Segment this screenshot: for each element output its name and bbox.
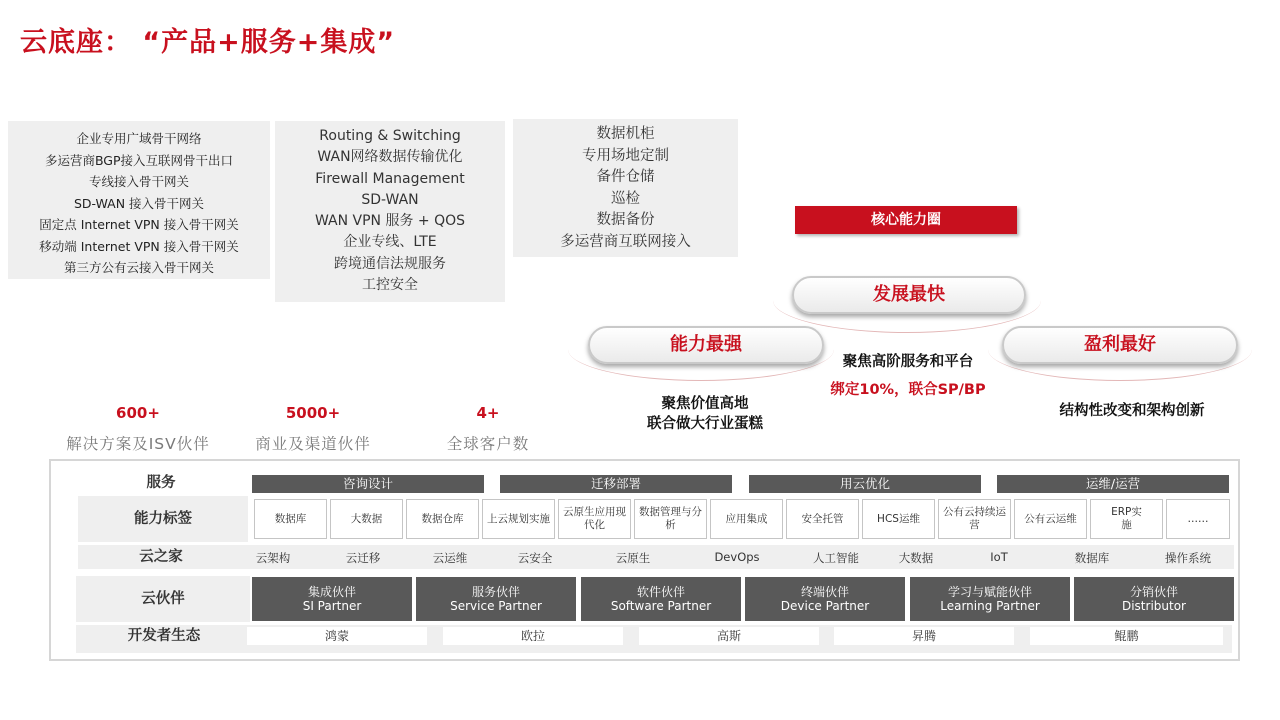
box2-line: Routing & Switching xyxy=(319,128,461,144)
home-item: 云迁移 xyxy=(345,551,381,565)
row-label-home: 云之家 xyxy=(139,549,183,565)
capability-tag: ERP实施 xyxy=(1090,499,1163,539)
partner-name-en: Service Partner xyxy=(450,599,542,613)
partner-block xyxy=(252,577,412,621)
partner-name-cn: 学习与赋能伙伴 xyxy=(947,584,1032,599)
partner-block xyxy=(416,577,576,621)
home-item: 人工智能 xyxy=(813,551,859,565)
service-bar: 咨询设计 xyxy=(252,475,484,493)
stat-value: 5000+ xyxy=(285,404,341,422)
box3-line: 多运营商互联网接入 xyxy=(560,233,691,250)
partner-name-en: SI Partner xyxy=(302,599,362,613)
box2-line: 工控安全 xyxy=(362,277,418,294)
core-capability-label: 核心能力圈 xyxy=(795,206,1017,234)
pill-strongest-capability: 能力最强 xyxy=(588,326,824,364)
dev-item: 昇腾 xyxy=(834,627,1014,645)
capability-tag: 数据库 xyxy=(254,499,327,539)
box2-line: WAN VPN 服务 + QOS xyxy=(314,213,466,230)
caption-center-sub: 绑定10%，联合SP/BP xyxy=(830,382,986,398)
wan-backbone-box xyxy=(8,121,270,279)
stat-label: 解决方案及ISV伙伴 xyxy=(66,435,210,453)
home-item: 数据库 xyxy=(1074,551,1110,565)
box1-line: 企业专用广域骨干网络 xyxy=(76,131,202,146)
box2-line: 跨境通信法规服务 xyxy=(334,255,446,272)
service-bar: 运维/运营 xyxy=(997,475,1229,493)
pill-fastest-growth: 发展最快 xyxy=(792,276,1026,314)
caption-left xyxy=(605,394,805,434)
box2-line: SD-WAN xyxy=(361,191,419,208)
home-item: 云安全 xyxy=(517,551,553,565)
partner-name-en: Device Partner xyxy=(780,599,870,613)
box3-line: 专用场地定制 xyxy=(582,147,669,164)
capability-tag: HCS运维 xyxy=(862,499,935,539)
partner-name-en: Learning Partner xyxy=(940,599,1040,613)
row-label-capability: 能力标签 xyxy=(78,496,248,542)
partner-name-en: Software Partner xyxy=(610,599,712,613)
dev-item: 高斯 xyxy=(639,627,819,645)
capability-tag: 云原生应用现代化 xyxy=(558,499,631,539)
capability-tag: 数据管理与分析 xyxy=(634,499,707,539)
capability-tag: 公有云运维 xyxy=(1014,499,1087,539)
partner-name-cn: 服务伙伴 xyxy=(471,584,520,599)
partner-name-cn: 终端伙伴 xyxy=(800,584,849,599)
capability-tag: …… xyxy=(1166,499,1230,539)
home-item: 云运维 xyxy=(432,551,468,565)
partner-block xyxy=(910,577,1070,621)
box1-line: 专线接入骨干网关 xyxy=(88,174,189,189)
home-item: 云架构 xyxy=(255,551,291,565)
capability-tag: 公有云持续运营 xyxy=(938,499,1011,539)
partner-name-en: Distributor xyxy=(1121,599,1186,613)
partner-name-cn: 集成伙伴 xyxy=(307,584,356,599)
pill-best-profit: 盈利最好 xyxy=(1002,326,1238,364)
capability-tag: 大数据 xyxy=(330,499,403,539)
caption-left-line: 联合做大行业蛋糕 xyxy=(647,416,763,432)
row-label-partner: 云伙伴 xyxy=(76,576,250,622)
box1-line: 多运营商BGP接入互联网骨干出口 xyxy=(44,152,234,168)
stat-value: 4+ xyxy=(476,404,500,422)
box3-line: 数据备份 xyxy=(596,212,655,228)
caption-left-line: 聚焦价值高地 xyxy=(661,396,749,412)
home-item: 操作系统 xyxy=(1165,551,1211,565)
box2-line: 企业专线、LTE xyxy=(343,234,437,251)
network-services-box xyxy=(275,121,505,302)
stat-value: 600+ xyxy=(116,404,160,422)
box1-line: SD-WAN 接入骨干网关 xyxy=(73,195,205,211)
datacenter-box xyxy=(513,119,738,257)
box2-line: WAN网络数据传输优化 xyxy=(317,149,463,166)
box3-line: 数据机柜 xyxy=(596,126,655,142)
box1-line: 固定点 Internet VPN 接入骨干网关 xyxy=(39,217,239,232)
partner-name-cn: 软件伙伴 xyxy=(636,584,685,599)
box1-line: 第三方公有云接入骨干网关 xyxy=(63,260,214,275)
capability-tag: 数据仓库 xyxy=(406,499,479,539)
box3-line: 巡检 xyxy=(611,190,640,207)
home-item: 云原生 xyxy=(615,551,651,565)
home-item: DevOps xyxy=(714,550,760,564)
caption-right: 结构性改变和架构创新 xyxy=(1059,403,1205,419)
partner-block xyxy=(1074,577,1234,621)
box2-line: Firewall Management xyxy=(315,170,465,187)
dev-item: 鸿蒙 xyxy=(247,627,427,645)
partner-block xyxy=(581,577,741,621)
home-item: IoT xyxy=(990,550,1008,564)
dev-item: 欧拉 xyxy=(443,627,623,645)
capability-tag: 安全托管 xyxy=(786,499,859,539)
row-label-dev: 开发者生态 xyxy=(127,628,201,644)
home-item: 大数据 xyxy=(898,551,934,565)
box3-line: 备件仓储 xyxy=(596,169,655,185)
page-title: 云底座： “产品+服务+集成” xyxy=(20,27,396,58)
service-bar: 用云优化 xyxy=(749,475,981,493)
caption-center: 聚焦高阶服务和平台 xyxy=(842,354,974,370)
capability-tag: 上云规划实施 xyxy=(482,499,555,539)
partner-name-cn: 分销伙伴 xyxy=(1129,584,1178,599)
partner-block xyxy=(745,577,905,621)
capability-tag: 应用集成 xyxy=(710,499,783,539)
dev-item: 鲲鹏 xyxy=(1030,627,1223,645)
row-label-service: 服务 xyxy=(146,475,176,491)
stat-label: 全球客户数 xyxy=(446,435,530,453)
box1-line: 移动端 Internet VPN 接入骨干网关 xyxy=(39,238,239,254)
service-bar: 迁移部署 xyxy=(500,475,732,493)
stat-label: 商业及渠道伙伴 xyxy=(255,435,371,453)
